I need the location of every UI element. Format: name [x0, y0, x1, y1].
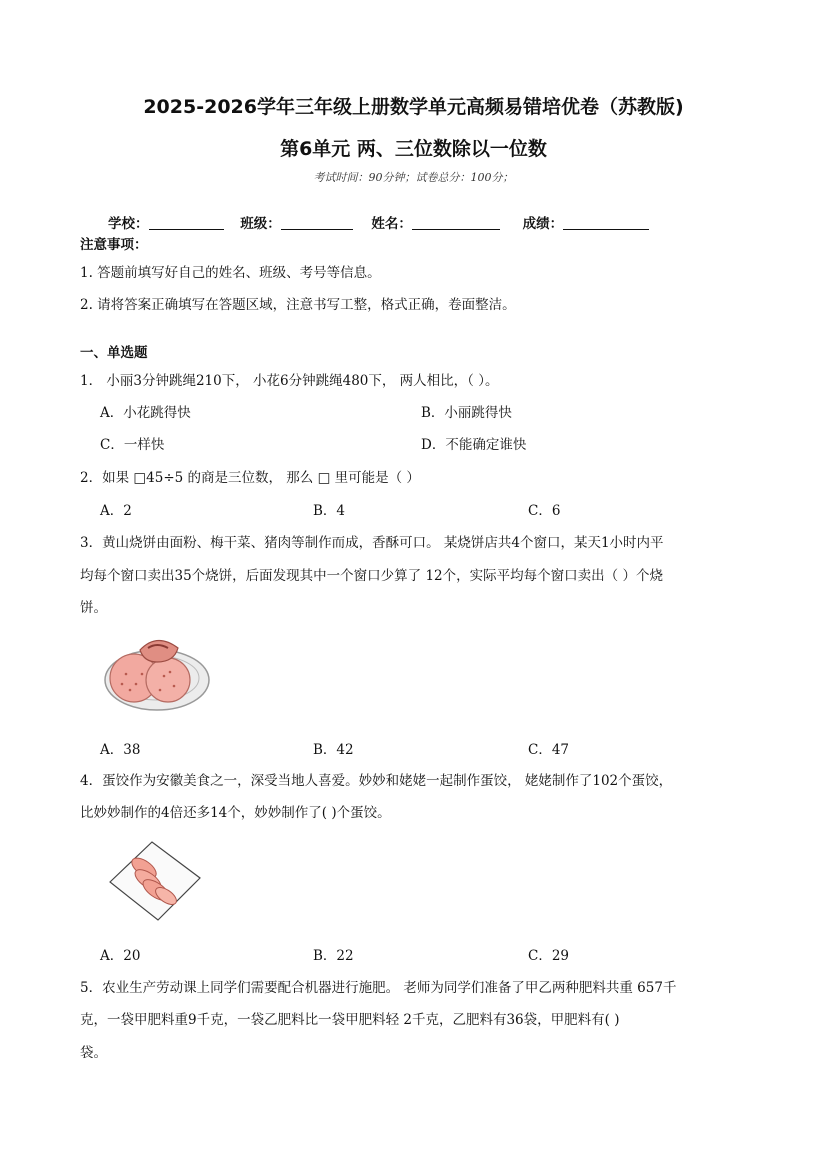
note-item: 1. 答题前填写好自己的姓名、班级、考号等信息。	[80, 265, 381, 281]
question-4-stem-line: 比妙妙制作的4倍还多14个，妙妙制作了( )个蛋饺。	[80, 805, 391, 821]
q1-option-a[interactable]: A．小花跳得快	[100, 405, 191, 421]
name-label: 姓名：	[371, 216, 412, 232]
unit-title: 第6单元 两、三位数除以一位数	[280, 138, 547, 160]
danjiao-image	[104, 838, 204, 922]
school-label: 学校：	[108, 216, 149, 232]
exam-title: 2025-2026学年三年级上册数学单元高频易错培优卷（苏教版)	[143, 96, 684, 118]
question-3-stem-line: 饼。	[80, 600, 107, 616]
score-blank[interactable]	[563, 215, 649, 230]
question-2-stem: 2．如果 □45÷5 的商是三位数， 那么 □ 里可能是（ ）	[80, 470, 420, 486]
q4-option-a[interactable]: A．20	[100, 948, 141, 964]
q3-option-c[interactable]: C．47	[528, 742, 570, 758]
q2-option-b[interactable]: B．4	[313, 503, 346, 519]
question-3-stem-line: 均每个窗口卖出35个烧饼，后面发现其中一个窗口少算了 12个，实际平均每个窗口卖出（ ）个烧	[80, 568, 663, 584]
q1-option-d[interactable]: D．不能确定谁快	[421, 437, 527, 453]
school-blank[interactable]	[149, 215, 224, 230]
score-label: 成绩：	[522, 216, 564, 232]
q2-option-a[interactable]: A．2	[100, 503, 132, 519]
class-label: 班级：	[240, 216, 281, 232]
question-5-stem-line: 袋。	[80, 1045, 107, 1061]
exam-info: 考试时间：90分钟；试卷总分：100分；	[313, 171, 514, 184]
q1-option-c[interactable]: C．一样快	[100, 437, 165, 453]
question-3-stem-line: 3．黄山烧饼由面粉、梅干菜、猪肉等制作而成，香酥可口。 某烧饼店共4个窗口，某天1小时内平	[80, 535, 664, 551]
q1-option-b[interactable]: B．小丽跳得快	[421, 405, 512, 421]
q2-option-c[interactable]: C．6	[528, 503, 561, 519]
shaobing-image	[102, 628, 212, 716]
q3-option-b[interactable]: B．42	[313, 742, 354, 758]
class-blank[interactable]	[281, 215, 353, 230]
q3-option-a[interactable]: A．38	[100, 742, 141, 758]
question-1-stem: 1． 小丽3分钟跳绳210下， 小花6分钟跳绳480下， 两人相比，（ ）。	[80, 373, 499, 389]
q4-option-c[interactable]: C．29	[528, 948, 570, 964]
pastry-right	[146, 658, 190, 702]
question-4-stem-line: 4．蛋饺作为安徽美食之一，深受当地人喜爱。妙妙和姥姥一起制作蛋饺， 姥姥制作了102个蛋饺，	[80, 773, 673, 789]
notes-heading: 注意事项：	[80, 237, 148, 253]
question-5-stem-line: 克，一袋甲肥料重9千克，一袋乙肥料比一袋甲肥料轻 2千克，乙肥料有36袋，甲肥料有( )	[80, 1012, 620, 1028]
q4-option-b[interactable]: B．22	[313, 948, 354, 964]
name-blank[interactable]	[412, 215, 500, 230]
section-title: 一、单选题	[80, 345, 148, 361]
info-fields	[108, 212, 649, 232]
question-5-stem-line: 5．农业生产劳动课上同学们需要配合机器进行施肥。 老师为同学们准备了甲乙两种肥料共重 657千	[80, 980, 677, 996]
note-item: 2. 请将答案正确填写在答题区域，注意书写工整，格式正确，卷面整洁。	[80, 297, 516, 313]
